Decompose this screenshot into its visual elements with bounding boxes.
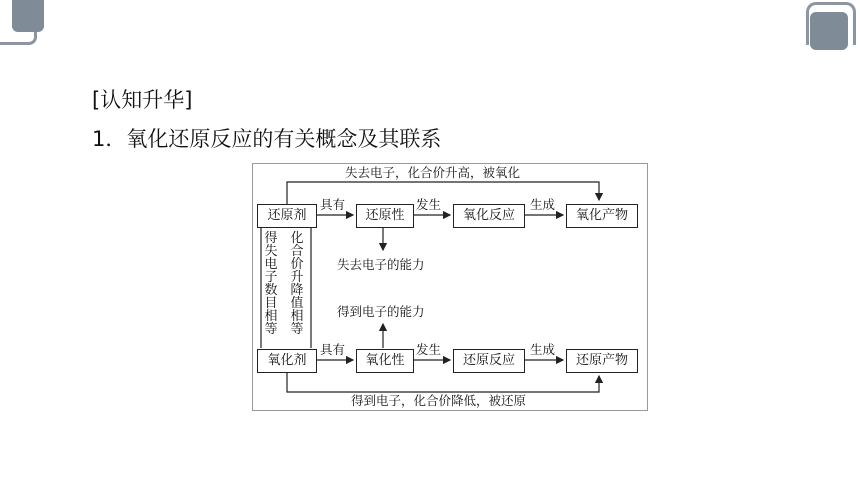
- label-occur-bottom: 发生: [416, 342, 442, 357]
- label-form-bottom: 生成: [530, 342, 556, 357]
- label-lose-electron-ability: 失去电子的能力: [337, 257, 425, 272]
- label-form-top: 生成: [530, 197, 556, 212]
- box-reducibility: 还原性: [356, 204, 414, 228]
- redox-concept-diagram: [252, 163, 648, 411]
- box-reduction-reaction: 还原反应: [453, 349, 525, 373]
- section-heading: [认知升华]: [92, 88, 193, 112]
- bottom-arc-label: 得到电子，化合价降低，被还原: [351, 393, 527, 408]
- label-has-top: 具有: [320, 197, 346, 212]
- top-arc-label: 失去电子，化合价升高，被氧化: [345, 165, 521, 180]
- label-gain-electron-ability: 得到电子的能力: [337, 304, 425, 319]
- diagram-connectors: [253, 164, 647, 410]
- box-oxidation-product: 氧化产物: [566, 204, 638, 228]
- box-reduction-product: 还原产物: [566, 349, 638, 373]
- box-oxidation-reaction: 氧化反应: [453, 204, 525, 228]
- label-valence-change-equal: 化合价升降值相等: [290, 231, 304, 337]
- box-oxidizability: 氧化性: [356, 349, 414, 373]
- label-has-bottom: 具有: [320, 342, 346, 357]
- section-subheading: 1．氧化还原反应的有关概念及其联系: [92, 127, 442, 151]
- box-oxidizing-agent: 氧化剂: [257, 349, 317, 373]
- box-reducing-agent: 还原剂: [257, 204, 317, 228]
- label-occur-top: 发生: [416, 197, 442, 212]
- label-electron-transfer-equal: 得失电子数目相等: [264, 231, 278, 337]
- corner-decoration-top-left-fill: [12, 0, 44, 32]
- corner-decoration-top-right-fill: [810, 12, 848, 50]
